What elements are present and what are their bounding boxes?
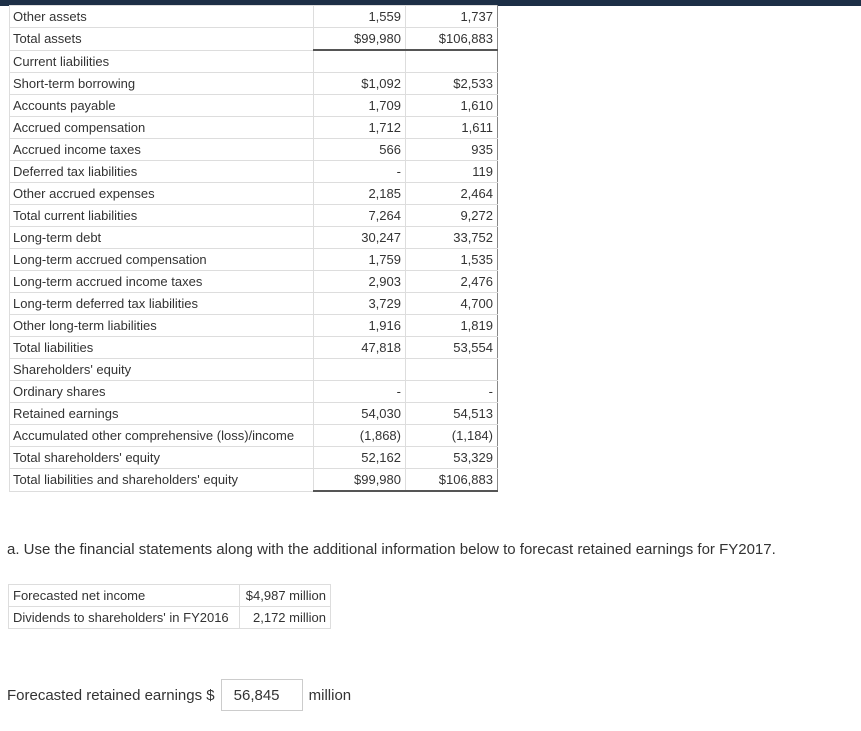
row-label: Other accrued expenses: [10, 183, 314, 205]
row-label: Long-term accrued compensation: [10, 249, 314, 271]
fy2016-value: 1,916: [314, 315, 406, 337]
row-label: Accrued compensation: [10, 117, 314, 139]
info-value: $4,987 million: [240, 585, 331, 607]
table-row: [9, 585, 331, 607]
fy2016-value: 2,903: [314, 271, 406, 293]
row-label: Other long-term liabilities: [10, 315, 314, 337]
fy2017-value: 119: [406, 161, 498, 183]
table-row: [10, 337, 498, 359]
fy2017-value: $106,883: [406, 469, 498, 492]
info-label: Forecasted net income: [9, 585, 240, 607]
row-label: Accrued income taxes: [10, 139, 314, 161]
fy2017-value: 1,737: [406, 6, 498, 28]
row-label: Other assets: [10, 6, 314, 28]
row-label: Ordinary shares: [10, 381, 314, 403]
fy2016-value: 52,162: [314, 447, 406, 469]
fy2017-value: (1,184): [406, 425, 498, 447]
fy2017-value: 2,464: [406, 183, 498, 205]
fy2016-value: [314, 359, 406, 381]
fy2017-value: 53,329: [406, 447, 498, 469]
table-row: [10, 469, 498, 492]
fy2017-value: $2,533: [406, 73, 498, 95]
fy2016-value: 566: [314, 139, 406, 161]
row-label: Long-term deferred tax liabilities: [10, 293, 314, 315]
fy2016-value: 47,818: [314, 337, 406, 359]
fy2016-value: 3,729: [314, 293, 406, 315]
fy2017-value: 53,554: [406, 337, 498, 359]
fy2016-value: 7,264: [314, 205, 406, 227]
fy2017-value: 2,476: [406, 271, 498, 293]
fy2017-value: [406, 359, 498, 381]
row-label: Short-term borrowing: [10, 73, 314, 95]
fy2017-value: 1,535: [406, 249, 498, 271]
table-row: [10, 205, 498, 227]
retained-earnings-input[interactable]: 56,845: [221, 679, 303, 711]
fy2017-value: -: [406, 381, 498, 403]
table-row: [10, 425, 498, 447]
fy2017-value: 1,819: [406, 315, 498, 337]
question-text: a. Use the financial statements along with the additional information below to forecast retained earnings for FY2017.: [7, 541, 776, 558]
table-row: [10, 95, 498, 117]
fy2017-value: $106,883: [406, 28, 498, 51]
table-row: [10, 139, 498, 161]
table-row: [10, 359, 498, 381]
row-label: Deferred tax liabilities: [10, 161, 314, 183]
fy2017-value: 1,610: [406, 95, 498, 117]
fy2017-value: 9,272: [406, 205, 498, 227]
fy2016-value: [314, 50, 406, 73]
fy2016-value: -: [314, 381, 406, 403]
fy2016-value: 1,759: [314, 249, 406, 271]
additional-info-table: [8, 584, 331, 629]
row-label: Accounts payable: [10, 95, 314, 117]
answer-row: [7, 677, 351, 713]
fy2017-value: 4,700: [406, 293, 498, 315]
fy2016-value: 30,247: [314, 227, 406, 249]
table-row: [10, 50, 498, 73]
fy2017-value: [406, 50, 498, 73]
table-row: [10, 271, 498, 293]
fy2016-value: $99,980: [314, 28, 406, 51]
row-label: Total liabilities: [10, 337, 314, 359]
row-label: Accumulated other comprehensive (loss)/income: [10, 425, 314, 447]
table-row: [10, 227, 498, 249]
table-row: [10, 161, 498, 183]
answer-label: Forecasted retained earnings $: [7, 686, 215, 704]
table-row: [10, 28, 498, 51]
table-row: [10, 117, 498, 139]
row-label: Shareholders' equity: [10, 359, 314, 381]
row-label: Total assets: [10, 28, 314, 51]
table-row: [10, 293, 498, 315]
table-row: [10, 6, 498, 28]
fy2017-value: 935: [406, 139, 498, 161]
table-row: [9, 607, 331, 629]
fy2017-value: 33,752: [406, 227, 498, 249]
table-row: [10, 183, 498, 205]
info-label: Dividends to shareholders' in FY2016: [9, 607, 240, 629]
fy2016-value: (1,868): [314, 425, 406, 447]
fy2016-value: $99,980: [314, 469, 406, 492]
row-label: Retained earnings: [10, 403, 314, 425]
fy2016-value: 54,030: [314, 403, 406, 425]
row-label: Long-term debt: [10, 227, 314, 249]
fy2016-value: 1,559: [314, 6, 406, 28]
row-label: Total shareholders' equity: [10, 447, 314, 469]
row-label: Total liabilities and shareholders' equity: [10, 469, 314, 492]
table-row: [10, 381, 498, 403]
table-row: [10, 403, 498, 425]
row-label: Total current liabilities: [10, 205, 314, 227]
fy2016-value: $1,092: [314, 73, 406, 95]
fy2016-value: 1,709: [314, 95, 406, 117]
row-label: Current liabilities: [10, 50, 314, 73]
balance-sheet-table: [9, 5, 498, 492]
fy2016-value: 2,185: [314, 183, 406, 205]
table-row: [10, 447, 498, 469]
table-row: [10, 249, 498, 271]
fy2016-value: -: [314, 161, 406, 183]
fy2016-value: 1,712: [314, 117, 406, 139]
row-label: Long-term accrued income taxes: [10, 271, 314, 293]
info-value: 2,172 million: [240, 607, 331, 629]
fy2017-value: 1,611: [406, 117, 498, 139]
table-row: [10, 315, 498, 337]
answer-unit: million: [308, 686, 352, 704]
fy2017-value: 54,513: [406, 403, 498, 425]
table-row: [10, 73, 498, 95]
